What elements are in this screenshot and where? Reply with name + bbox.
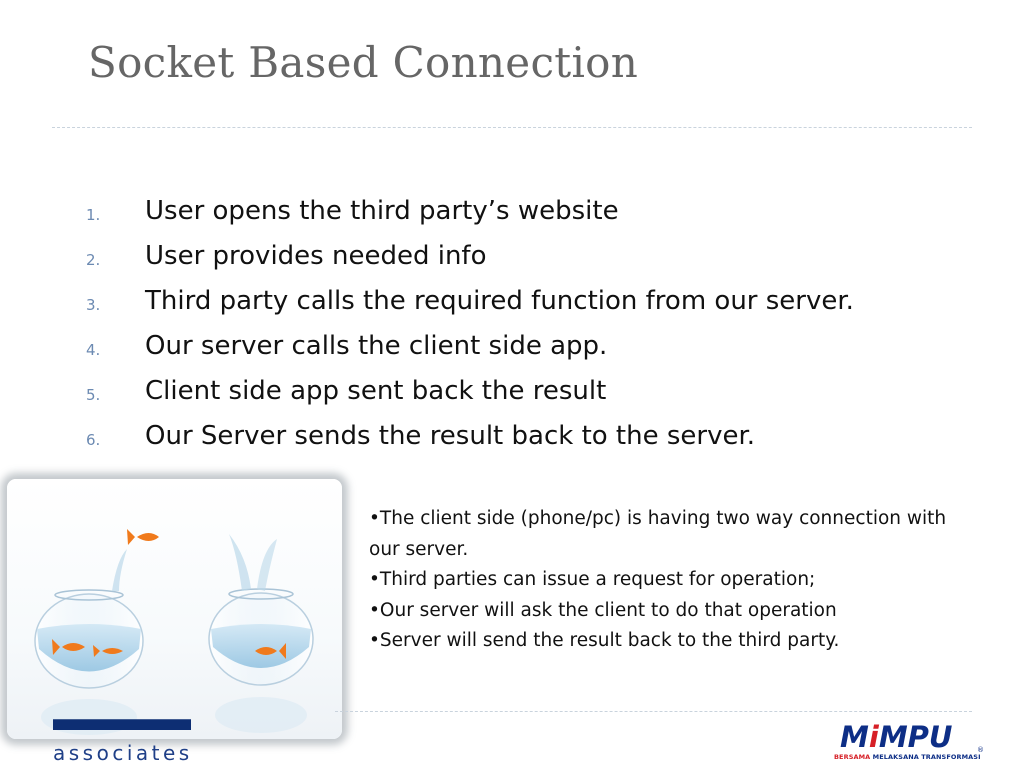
step-number: 4.: [86, 341, 101, 359]
footer-divider: [335, 711, 972, 712]
scan-associates-logo: [53, 708, 193, 768]
logo-brand-a: M: [840, 720, 869, 754]
logo-brand-c: MPU: [878, 720, 953, 754]
logo-tagline: [834, 753, 981, 761]
logo-wordmark: associates: [53, 741, 193, 765]
step-text: User opens the third party’s website: [145, 196, 619, 226]
step-number: 5.: [86, 386, 101, 404]
step-number: 3.: [86, 296, 101, 314]
slide-title: Socket Based Connection: [88, 38, 639, 87]
step-text: User provides needed info: [145, 241, 487, 271]
logo-mark: [53, 712, 191, 730]
step-text: Our server calls the client side app.: [145, 331, 608, 361]
registered-mark: ®: [977, 746, 984, 754]
note-item: •Server will send the result back to the third party.: [369, 630, 840, 651]
logo-brand-b: i: [868, 720, 879, 754]
logo-brand: [840, 722, 952, 752]
note-item: •Third parties can issue a request for operation;: [369, 569, 816, 590]
step-text: Client side app sent back the result: [145, 376, 607, 406]
logo-tag-b: MELAKSANA TRANSFORMASI: [870, 753, 981, 761]
title-divider: [52, 127, 972, 128]
step-text: Third party calls the required function from our server.: [145, 286, 854, 316]
logo-tag-a: BERSAMA: [834, 753, 871, 761]
step-number: 2.: [86, 251, 101, 269]
notes-block: [369, 504, 979, 657]
note-item: •The client side (phone/pc) is having two way connection with our server.: [369, 508, 947, 560]
mampu-logo: [832, 722, 992, 768]
note-item: •Our server will ask the client to do that operation: [369, 599, 837, 621]
step-number: 6.: [86, 431, 101, 449]
step-number: 1.: [86, 206, 101, 224]
goldfish-bowls-image: [7, 479, 342, 739]
step-text: Our Server sends the result back to the server.: [145, 421, 756, 451]
